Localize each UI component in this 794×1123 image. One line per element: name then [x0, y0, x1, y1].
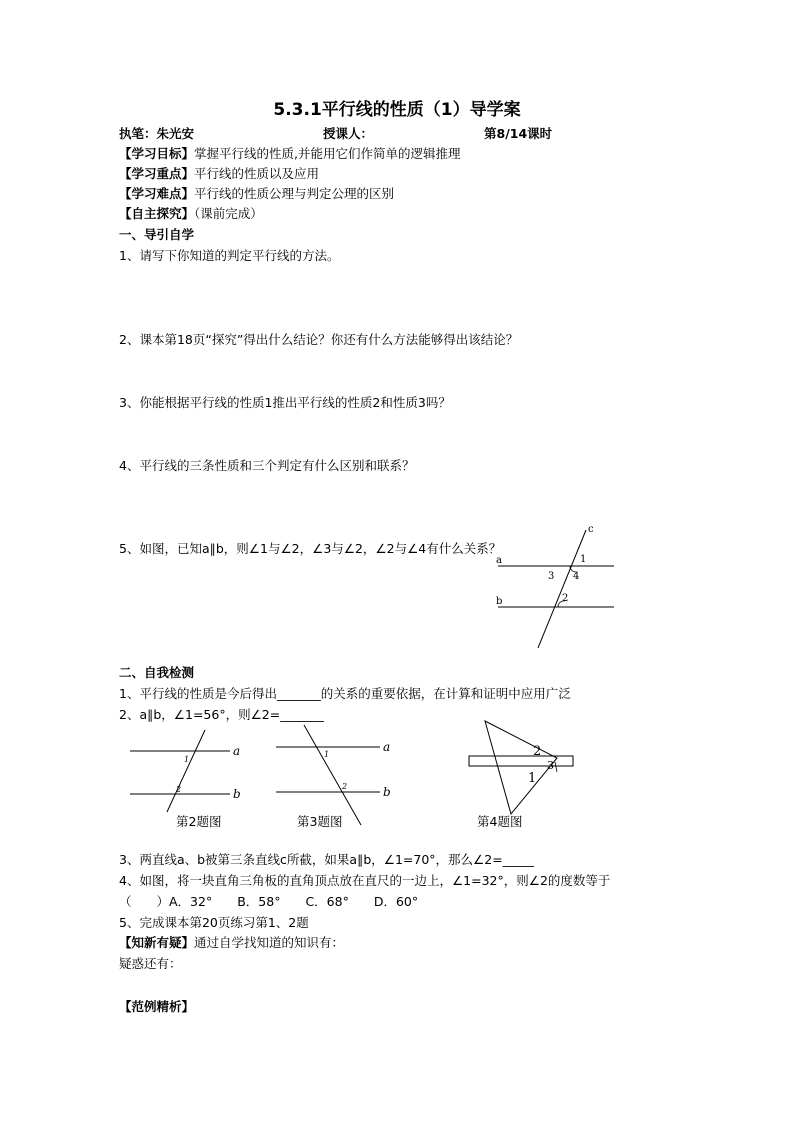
ruler-shape	[469, 756, 573, 766]
difficulty-text: 平行线的性质公理与判定公理的区别	[194, 186, 395, 201]
label-b: b	[233, 787, 241, 801]
know-tag: 【知新有疑】	[119, 935, 195, 950]
figure-2-caption: 第2题图	[176, 814, 222, 829]
figure-3-caption: 第3题图	[297, 814, 343, 829]
page-title: 5.3.1平行线的性质（1）导学案	[273, 100, 521, 120]
line-c	[538, 530, 586, 648]
test-5: 5、完成课本第20页练习第1、2题	[119, 915, 309, 930]
label-angle-2: 2	[342, 782, 348, 791]
label-b: b	[496, 596, 503, 607]
key-line	[119, 166, 319, 182]
key-tag: 【学习重点】	[119, 166, 195, 181]
author-label: 执笔：朱光安	[119, 126, 195, 141]
explore-text: （课前完成）	[194, 206, 263, 221]
question-2: 2、课本第18页“探究”得出什么结论？你还有什么方法能够得出该结论？	[119, 332, 519, 347]
section-2-heading: 二、自我检测	[119, 665, 195, 680]
parallel-lines-figure-q5	[490, 520, 620, 660]
know-text: 通过自学找知道的知识有：	[194, 935, 345, 950]
figure-test-2	[120, 728, 250, 813]
goal-tag: 【学习目标】	[119, 146, 195, 161]
question-1: 1、请写下你知道的判定平行线的方法。	[119, 248, 340, 263]
label-angle-2: 2	[533, 744, 542, 759]
key-text: 平行线的性质以及应用	[194, 166, 320, 181]
test-1: 1、平行线的性质是今后得出_______的关系的重要依据，在计算和证明中应用广泛	[119, 686, 571, 701]
difficulty-tag: 【学习难点】	[119, 186, 195, 201]
label-angle-1: 1	[580, 554, 587, 565]
test-2: 2、a∥b，∠1=56°，则∠2=_______	[119, 707, 324, 722]
question-3: 3、你能根据平行线的性质1推出平行线的性质2和性质3吗？	[119, 395, 451, 410]
lesson-label: 第8/14课时	[484, 126, 553, 141]
label-angle-2: 2	[562, 593, 569, 604]
label-a: a	[233, 744, 241, 758]
transversal-line	[304, 725, 361, 825]
question-4: 4、平行线的三条性质和三个判定有什么区别和联系？	[119, 458, 415, 473]
transversal-line	[167, 730, 205, 812]
label-angle-1: 1	[528, 771, 537, 786]
doubt-line: 疑惑还有：	[119, 956, 182, 971]
explore-line	[119, 206, 263, 222]
explore-tag: 【自主探究】	[119, 206, 195, 221]
goal-line	[119, 146, 461, 162]
figure-4-caption: 第4题图	[477, 814, 523, 829]
difficulty-line	[119, 186, 394, 202]
label-a: a	[496, 555, 502, 566]
label-angle-4: 4	[573, 571, 580, 582]
label-angle-3: 3	[548, 571, 555, 582]
label-c: c	[588, 524, 594, 535]
teacher-label: 授课人：	[323, 126, 374, 141]
example-heading: 【范例精析】	[119, 999, 195, 1014]
goal-text: 掌握平行线的性质,并能用它们作简单的逻辑推理	[194, 146, 461, 161]
label-angle-3: 3	[547, 759, 554, 772]
figure-test-4	[466, 718, 578, 816]
label-angle-1: 1	[324, 750, 330, 759]
label-b: b	[383, 785, 391, 799]
label-a: a	[383, 740, 391, 754]
test-4-options: （ ）A．32° B．58° C．68° D．60°	[119, 894, 419, 909]
question-5: 5、如图，已知a∥b，则∠1与∠2，∠3与∠2，∠2与∠4有什么关系？	[119, 541, 502, 556]
know-line	[119, 935, 344, 951]
test-4: 4、如图，将一块直角三角板的直角顶点放在直尺的一边上，∠1=32°，则∠2的度数等于	[119, 873, 611, 888]
label-angle-1: 1	[184, 755, 190, 764]
label-angle-2: 2	[176, 785, 182, 794]
section-1-heading: 一、导引自学	[119, 227, 195, 242]
test-3: 3、两直线a、b被第三条直线c所截，如果a∥b，∠1=70°，那么∠2=_____	[119, 852, 534, 867]
